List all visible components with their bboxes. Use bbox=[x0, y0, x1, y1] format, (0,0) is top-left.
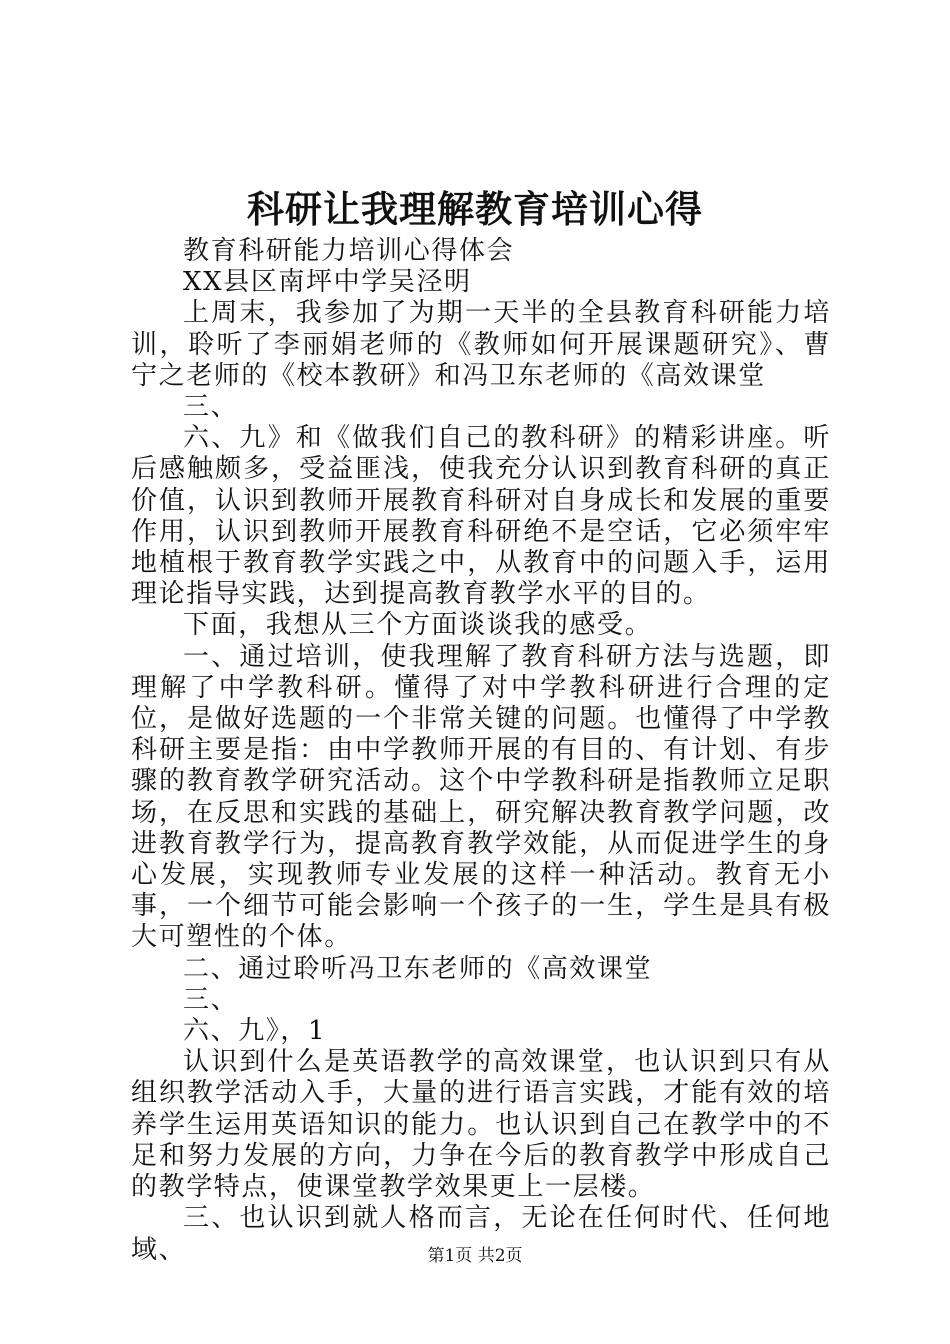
paragraph: 认识到什么是英语教学的高效课堂，也认识到只有从组织教学活动入手，大量的进行语言实践，才能有效的培养学生运用英语知识的能力。也认识到自己在教学中的不足和努力发展的方向，力争在今后的教育教学中形成自己的教学特点，使课堂教学效果更上一层楼。 bbox=[131, 1047, 831, 1203]
paragraph: 下面，我想从三个方面谈谈我的感受。 bbox=[183, 610, 653, 641]
paragraph: 六、九》，1 bbox=[183, 1016, 327, 1047]
document-body bbox=[131, 236, 831, 1266]
page-footer: 第1页 共2页 bbox=[427, 1246, 523, 1266]
paragraph-author: XX县区南坪中学吴泾明 bbox=[183, 267, 472, 298]
paragraph: 六、九》和《做我们自己的教科研》的精彩讲座。听后感触颇多，受益匪浅，使我充分认识到教育科研的真正价值，认识到教师开展教育科研对自身成长和发展的重要作用，认识到教师开展教育科研绝不是空话，它必须牢牢地植根于教育教学实践之中，从教育中的问题入手，运用理论指导实践，达到提高教育教学水平的目的。 bbox=[131, 423, 831, 610]
paragraph: 一、通过培训，使我理解了教育科研方法与选题，即理解了中学教科研。懂得了对中学教科研进行合理的定位，是做好选题的一个非常关键的问题。也懂得了中学教科研主要是指：由中学教师开展的有目的、有计划、有步骤的教育教学研究活动。这个中学教科研是指教师立足职场，在反思和实践的基础上，研究解决教育教学问题，改进教育教学行为，提高教育教学效能，从而促进学生的身心发展，实现教师专业发展的这样一种活动。教育无小事，一个细节可能会影响一个孩子的一生，学生是具有极大可塑性的个体。 bbox=[131, 641, 831, 953]
document-title: 科研让我理解教育培训心得 bbox=[247, 187, 703, 231]
paragraph: 三、 bbox=[183, 392, 239, 423]
paragraph: 三、也认识到就人格而言，无论在任何时代、任何地域、 bbox=[131, 1203, 831, 1265]
paragraph: 上周末，我参加了为期一天半的全县教育科研能力培训，聆听了李丽娟老师的《教师如何开展课题研究》、曹宁之老师的《校本教研》和冯卫东老师的《高效课堂 bbox=[131, 298, 831, 391]
paragraph: 三、 bbox=[183, 984, 239, 1015]
paragraph: 二、通过聆听冯卫东老师的《高效课堂 bbox=[183, 953, 653, 984]
paragraph-subtitle: 教育科研能力培训心得体会 bbox=[183, 236, 515, 266]
